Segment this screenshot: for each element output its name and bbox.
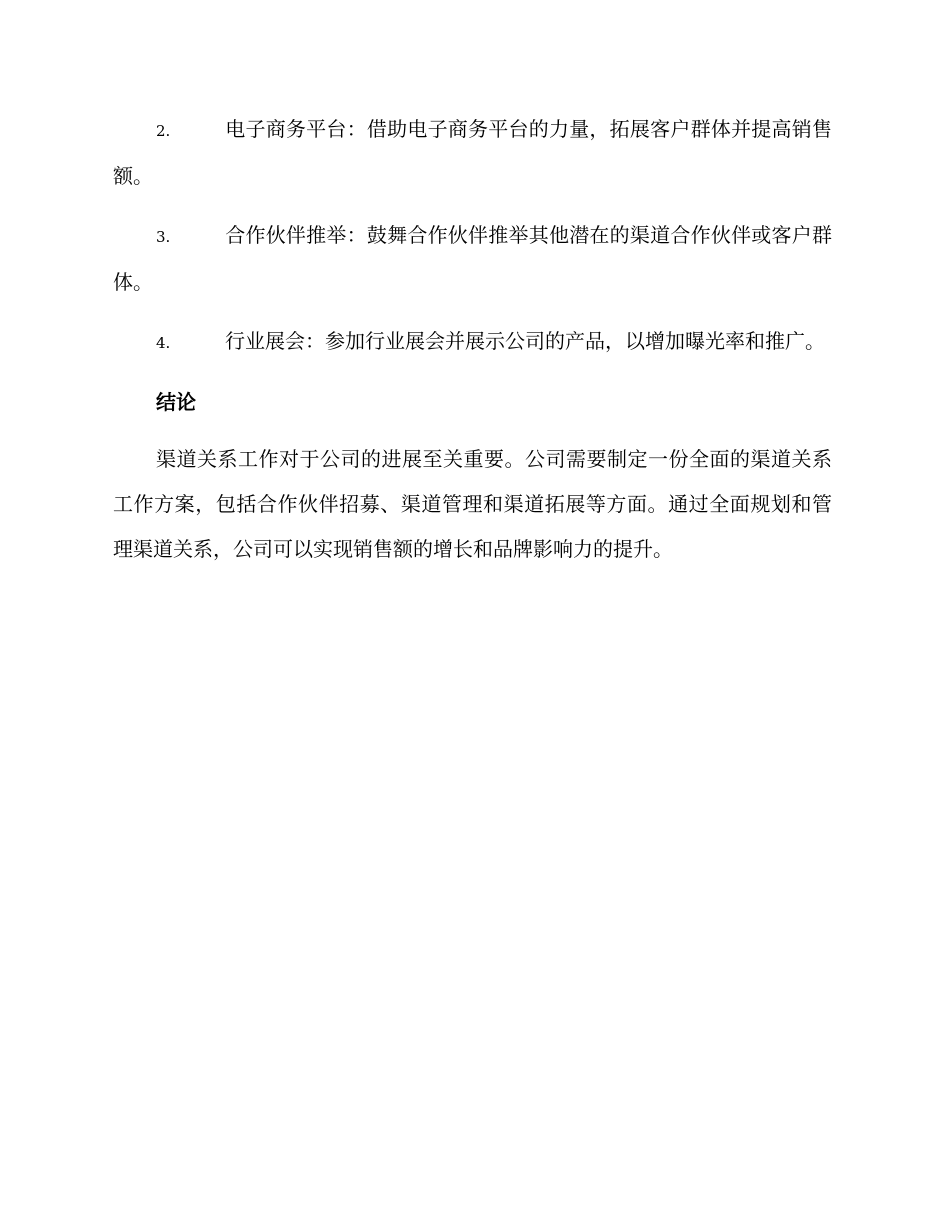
list-item-number: 3. bbox=[156, 228, 171, 246]
list-item-text: 行业展会：参加行业展会并展示公司的产品，以增加曝光率和推广。 bbox=[225, 329, 825, 353]
list-item bbox=[113, 319, 832, 366]
document-body bbox=[113, 107, 832, 572]
list-item bbox=[113, 213, 832, 305]
conclusion-paragraph: 渠道关系工作对于公司的进展至关重要。公司需要制定一份全面的渠道关系工作方案，包括合作伙伴招募、渠道管理和渠道拓展等方面。通过全面规划和管理渠道关系，公司可以实现销售额的增长和品牌影响力的提升。 bbox=[113, 447, 832, 561]
conclusion-heading: 结论 bbox=[156, 390, 196, 414]
list-item bbox=[113, 107, 832, 199]
list-item-text: 合作伙伴推举：鼓舞合作伙伴推举其他潜在的渠道合作伙伴或客户群体。 bbox=[113, 223, 832, 294]
list-item-number: 4. bbox=[156, 334, 171, 352]
list-item-text: 电子商务平台：借助电子商务平台的力量，拓展客户群体并提高销售额。 bbox=[113, 117, 832, 188]
list-item-number: 2. bbox=[156, 122, 171, 140]
